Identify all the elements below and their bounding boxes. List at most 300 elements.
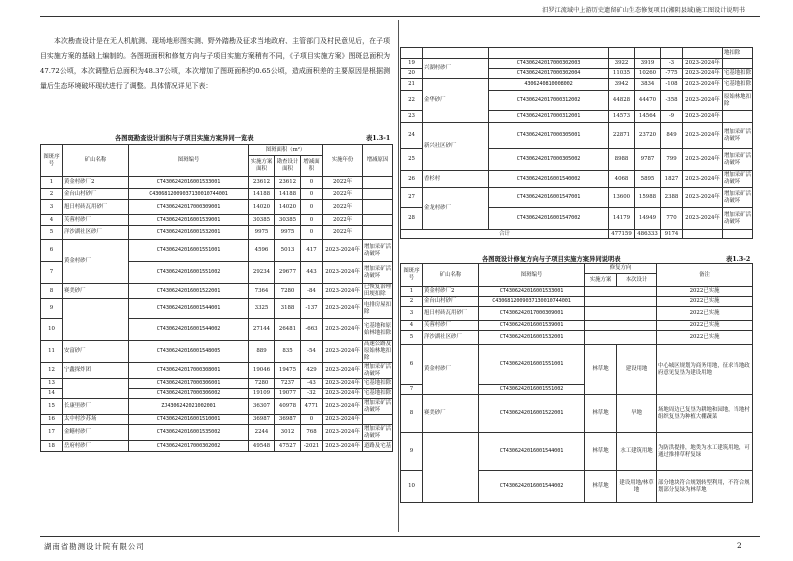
year: 2023-2024年: [323, 341, 363, 363]
mine-name: [63, 379, 129, 399]
plan-area: 3325: [249, 299, 275, 319]
row-no: 2: [401, 297, 423, 307]
area-diff: -9: [661, 111, 683, 123]
mine-name: 金华砂厂: [423, 79, 489, 123]
area-diff: 0: [301, 200, 323, 215]
patch-code: ZJ43062420210020​01: [129, 399, 249, 415]
patch-code: CT43062420170003090​01: [479, 307, 585, 321]
note: 中心城区规划为商务用地，征求当地政府意见复垦为建设用地: [657, 345, 753, 395]
plan-area: 19109: [249, 389, 275, 399]
row-no: 24: [401, 123, 423, 149]
plan-area: 23612: [249, 177, 275, 189]
footer-company: 湖南省勘测设计院有限公司: [44, 542, 145, 551]
area-diff: -43: [301, 379, 323, 389]
area-diff: -663: [301, 319, 323, 341]
row-no: 15: [41, 399, 63, 415]
table1-continued: [400, 47, 753, 239]
patch-code: CT43062420170003060​01: [129, 379, 249, 389]
survey-area: 30385: [275, 215, 301, 226]
t2-th-plan: 实施方案: [585, 274, 617, 287]
area-diff: -108: [661, 79, 683, 91]
mine-name: 岳府村砂厂: [63, 441, 129, 452]
area-diff: 2388: [661, 188, 683, 208]
design-direction: 旱地: [617, 395, 657, 433]
survey-area: 9975: [275, 226, 301, 240]
survey-area: 3188: [275, 299, 301, 319]
survey-area: 19475: [275, 363, 301, 379]
row-no: 8: [401, 395, 423, 433]
row-no: 11: [41, 341, 63, 363]
row-no: 26: [401, 171, 423, 188]
reason: 宅基地扣除: [363, 389, 393, 399]
mine-name: 金鳝村砂厂: [63, 425, 129, 441]
plan-area: 2244: [249, 425, 275, 441]
patch-code: CT43062420160015220​01: [479, 395, 585, 433]
reason: 增加采矿活动破坏: [723, 208, 753, 230]
patch-code: CT43062420170003050​01: [489, 123, 609, 149]
table-row: [41, 189, 393, 200]
reason: [723, 111, 753, 123]
plan-area: 14179: [609, 208, 635, 230]
direction-blank: [585, 297, 657, 307]
mine-name: 洋沙湖社区砂厂: [63, 226, 129, 240]
survey-area: 40978: [275, 399, 301, 415]
row-no: 6: [401, 345, 423, 385]
year: 2023-2024年: [323, 415, 363, 425]
patch-code: CT43062420160015510​02: [479, 385, 585, 395]
patch-code: CT43062420160015100​01: [129, 415, 249, 425]
row-no: 7: [401, 385, 423, 395]
area-diff: 770: [661, 208, 683, 230]
row-no: 19: [401, 59, 423, 69]
plan-area: 29234: [249, 262, 275, 284]
year: 2022年: [323, 215, 363, 226]
plan-area: 44828: [609, 91, 635, 111]
row-no: 21: [401, 79, 423, 91]
row-no: 1: [41, 177, 63, 189]
direction-blank: [585, 307, 657, 321]
survey-area: 10260: [635, 69, 661, 79]
patch-code: CT43062420160015510​02: [129, 262, 249, 284]
total-diff: 9174: [661, 230, 683, 239]
survey-area: 5895: [635, 171, 661, 188]
mine-name: 黄金村砂厂2: [63, 177, 129, 189]
area-diff: 768: [301, 425, 323, 441]
patch-code: CT43062420170003090​01: [129, 200, 249, 215]
th-mine: 矿山名称: [63, 145, 129, 177]
table-row: [41, 363, 393, 379]
row-no: 25: [401, 149, 423, 171]
row-no: 4: [401, 321, 423, 331]
patch-code: CT43062420160015330​01: [479, 287, 585, 297]
year: 2023-2024年: [323, 240, 363, 262]
table-row: [41, 415, 393, 425]
area-diff: -358: [661, 91, 683, 111]
table-row: [41, 240, 393, 262]
survey-area: 26481: [275, 319, 301, 341]
year: 2023-2024年: [683, 149, 723, 171]
patch-code: CT43062420160015440​02: [129, 319, 249, 341]
year: 2022年: [323, 226, 363, 240]
patch-code: CT43062420160015510​01: [479, 345, 585, 385]
mine-name: 新兴社区砂厂: [423, 123, 489, 171]
area-diff: 417: [301, 240, 323, 262]
plan-area: 22871: [609, 123, 635, 149]
mine-name: 宁鑫探炸团: [63, 363, 129, 379]
year: 2023-2024年: [683, 208, 723, 230]
area-diff: 0: [301, 415, 323, 425]
table-row: [41, 215, 393, 226]
year: 2023-2024年: [683, 171, 723, 188]
reason: [363, 189, 393, 200]
reason: 增加采矿活动破坏: [723, 171, 753, 188]
total-label: 合计: [401, 230, 609, 239]
plan-area: 14020: [249, 200, 275, 215]
table-row: [41, 425, 393, 441]
mine-name: 赛美砂厂: [63, 284, 129, 299]
area-diff: -2021: [301, 441, 323, 452]
patch-code: 4306240810008002: [489, 79, 609, 91]
design-direction: 建设用地: [617, 345, 657, 395]
row-no: 4: [41, 215, 63, 226]
year: 2023-2024年: [683, 79, 723, 91]
mine-name: 金龙村砂厂: [423, 188, 489, 230]
mine-name: 兴湖村砂厂: [423, 59, 489, 79]
note: 2022已实施: [657, 331, 753, 345]
plan-direction: 林草地: [585, 433, 617, 471]
table1-caption: 各图斑勘查设计面积与子项目实施方案异同一览表: [115, 135, 254, 142]
patch-code: CT43062420160015440​02: [479, 471, 585, 503]
table-row: [401, 287, 753, 297]
table1-area-comparison: [40, 144, 393, 452]
note: 部分地块符合规划转型利用，不符合规划部分复绿为林草地: [657, 471, 753, 503]
table-row: [401, 321, 753, 331]
year: 2023-2024年: [323, 441, 363, 452]
total-row: [401, 230, 753, 239]
patch-code: CT43062420160015480​05: [129, 341, 249, 363]
th-reason: 增减原因: [363, 145, 393, 177]
total-plan: 477159: [609, 230, 635, 239]
survey-area: 29677: [275, 262, 301, 284]
survey-area: 14949: [635, 208, 661, 230]
area-diff: 443: [301, 262, 323, 284]
note: 2022已实施: [657, 287, 753, 297]
reason: [363, 215, 393, 226]
document-header: 汨罗江流域中上游历史遗留矿山生态修复项目(湘阴县域)施工图设计说明书: [542, 7, 745, 14]
note: 2022已实施: [657, 321, 753, 331]
mine-name: 旭日村砖瓦用砂厂: [423, 307, 479, 321]
patch-code: CT43062420160015510​01: [129, 240, 249, 262]
note: 场地周边已复垦为耕地和园地，当地村组织复垦为种植大棚蔬菜: [657, 395, 753, 433]
reason: 原始林地扣除: [723, 91, 753, 111]
year: 2022年: [323, 177, 363, 189]
table-row: [41, 341, 393, 363]
patch-code: CT43062420170003120​02: [489, 91, 609, 111]
row-no: 8: [41, 284, 63, 299]
survey-area: 15988: [635, 188, 661, 208]
year: 2023-2024年: [683, 91, 723, 111]
note: 2022已实施: [657, 297, 753, 307]
mine-name: [63, 299, 129, 341]
survey-area: 23720: [635, 123, 661, 149]
th-area-group: 图斑面积（m²）: [249, 145, 323, 156]
mine-name: 黄金村砂厂2: [423, 287, 479, 297]
table-row: [401, 307, 753, 321]
plan-direction: 林草地: [585, 395, 617, 433]
row-no: 14: [41, 389, 63, 399]
area-diff: 799: [661, 149, 683, 171]
mine-name: 安富砂厂: [63, 341, 129, 363]
row-no: 2: [41, 189, 63, 200]
patch-code: CT43062420160015330​01: [129, 177, 249, 189]
survey-area: 23612: [275, 177, 301, 189]
reason: 增加采矿活动破坏: [723, 188, 753, 208]
reason: 增加采矿活动破坏: [364, 399, 391, 413]
year: 2023-2024年: [683, 111, 723, 123]
th-code: 图斑编号: [129, 145, 249, 177]
patch-code: CT43062420170003080​01: [129, 363, 249, 379]
area-diff: 0: [301, 177, 323, 189]
area-diff: 0: [301, 226, 323, 240]
row-no: 20: [401, 69, 423, 79]
plan-area: 19046: [249, 363, 275, 379]
reason: 增加采矿活动破坏: [723, 149, 753, 171]
t2-th-note: 备注: [657, 264, 753, 287]
plan-area: 4068: [609, 171, 635, 188]
mine-name: 太中村沙苏场: [63, 415, 129, 425]
th-survey-area: 勘查设计面积: [275, 156, 301, 177]
patch-code: CT43062420160015400​02: [489, 171, 609, 188]
mine-name: 旭日村砖瓦用砂厂: [63, 200, 129, 215]
row-no: 22: [401, 91, 423, 111]
plan-area: 14573: [609, 111, 635, 123]
t2-th-code: 图斑编号: [479, 264, 585, 287]
plan-area: 7364: [249, 284, 275, 299]
table-row: [401, 395, 753, 433]
year: 2023-2024年: [323, 399, 363, 415]
mine-name: 金台山村砂厂: [423, 297, 479, 307]
patch-code: C43068120090371300​10744001: [479, 297, 585, 307]
table2-number: 表1.3-2: [726, 256, 751, 263]
table-row: [401, 123, 753, 149]
row-no: 13: [41, 379, 63, 389]
row-no: 9: [41, 299, 63, 319]
column-divider: [398, 20, 399, 532]
area-diff: -3: [661, 59, 683, 69]
total-survey: 486333: [635, 230, 661, 239]
row-no: 10: [401, 471, 423, 503]
table-row: [41, 399, 393, 415]
reason: 宅基地扣除: [723, 69, 753, 79]
plan-area: 7280: [249, 379, 275, 389]
table-row: [41, 284, 393, 299]
year: 2023-2024年: [323, 299, 363, 319]
area-diff: 4771: [301, 399, 323, 415]
row-no: 9: [401, 433, 423, 471]
area-diff: -32: [301, 389, 323, 399]
patch-code: CT43062420160015220​01: [129, 284, 249, 299]
row-no: 10: [41, 319, 63, 341]
th-plan-area: 实施方案面积: [249, 156, 275, 177]
plan-direction: 林草地: [585, 471, 617, 503]
row-no: 1: [401, 287, 423, 297]
year: 2023-2024年: [683, 123, 723, 149]
area-diff: 429: [301, 363, 323, 379]
direction-blank: [585, 321, 657, 331]
reason: [363, 226, 393, 240]
reason: [363, 200, 393, 215]
patch-code: CT43062420160015440​01: [129, 299, 249, 319]
survey-area: 9787: [635, 149, 661, 171]
patch-code: CT43062420160015440​01: [479, 433, 585, 471]
mine-name: 黄金村砂厂: [63, 240, 129, 284]
patch-code: CT43062420160015350​02: [129, 425, 249, 441]
mine-name: 洋沙湖社区砂厂: [423, 331, 479, 345]
survey-area: 3012: [275, 425, 301, 441]
table-row: [41, 379, 393, 389]
table-row: [41, 299, 393, 319]
reason: 增加采矿活动破坏: [364, 363, 391, 377]
reason: 道路及宅基: [363, 441, 393, 452]
row-no: 17: [41, 425, 63, 441]
table1-top-reason: 地扣除: [723, 48, 753, 59]
plan-area: 4596: [249, 240, 275, 262]
patch-code: C43068120090371300​10744001: [129, 189, 249, 200]
reason: 宅基地和原始林地扣除: [363, 319, 393, 341]
plan-area: 27144: [249, 319, 275, 341]
year: 2023-2024年: [683, 188, 723, 208]
reason: 宅基地扣除: [723, 79, 753, 91]
reason: 宅基地扣除: [363, 379, 393, 389]
year: 2023-2024年: [323, 389, 363, 399]
reason: [363, 177, 393, 189]
row-no: 3: [41, 200, 63, 215]
patch-code: CT43062420160015320​01: [129, 226, 249, 240]
year: 2023-2024年: [683, 69, 723, 79]
survey-area: 36987: [275, 415, 301, 425]
survey-area: 7280: [275, 284, 301, 299]
row-no: 23: [401, 111, 423, 123]
t2-th-dir: 修复方向: [585, 264, 657, 274]
row-no: 7: [41, 262, 63, 284]
row-no: 12: [41, 363, 63, 379]
table-row: [401, 79, 753, 91]
intro-paragraph: 本次勘查设计是在无人机航测、现场地形图实测、野外踏勘及征求当地政府、主管部门及村民意见后，在子项目实施方案的基础上编制的。各图斑面积和修复方向与子项目实施方案稍有不同，《子项目实施方案》图斑总面积为47.72公顷，本次调整后总面积为48.37公顷，本次增加了图斑面积约0.65公顷，造成面积差的主要原因是根据测量后生态环境破坏现状进行了调整。具体情况详见下表：: [40, 36, 390, 90]
row-no: 5: [401, 331, 423, 345]
table-row: [41, 177, 393, 189]
row-no: 16: [41, 415, 63, 425]
plan-area: 36987: [249, 415, 275, 425]
patch-code: CT43062420160015390​01: [479, 321, 585, 331]
table-row: [401, 345, 753, 385]
reason: 高速公路及原始林地扣除: [364, 341, 391, 361]
year: 2023-2024年: [323, 284, 363, 299]
area-diff: 0: [301, 215, 323, 226]
year: 2023-2024年: [323, 425, 363, 441]
t2-th-no: 图斑序号: [401, 264, 423, 287]
table-row: [41, 200, 393, 215]
th-group-no: 图斑序号: [41, 145, 63, 177]
plan-direction: 林草地: [585, 345, 617, 395]
plan-area: 889: [249, 341, 275, 363]
mine-name: 赛美砂厂: [423, 395, 479, 433]
reason: [363, 415, 393, 425]
plan-area: 8988: [609, 149, 635, 171]
plan-area: 3922: [609, 59, 635, 69]
reason: 增加采矿活动破坏: [363, 262, 393, 284]
year: 2023-2024年: [323, 319, 363, 341]
area-diff: 849: [661, 123, 683, 149]
table-row: [401, 171, 753, 188]
table2-caption: 各图斑设计修复方向与子项目实施方案异同说明表: [482, 256, 621, 263]
t2-th-mine: 矿山名称: [423, 264, 479, 287]
mine-name: [423, 433, 479, 503]
patch-code: CT43062420170003060​02: [129, 389, 249, 399]
mine-name: 香杉村: [423, 171, 489, 188]
direction-blank: [585, 287, 657, 297]
patch-code: CT43062420170003020​02: [129, 441, 249, 452]
patch-code: CT43062420170003050​02: [489, 149, 609, 171]
t2-th-design: 本次设计: [617, 274, 657, 287]
survey-area: 14564: [635, 111, 661, 123]
survey-area: 7237: [275, 379, 301, 389]
page-number: 2: [737, 541, 742, 550]
area-diff: -84: [301, 284, 323, 299]
survey-area: 14020: [275, 200, 301, 215]
empty-cell: [723, 230, 753, 239]
mine-name: 芙蓉村砂厂: [423, 321, 479, 331]
footer-rule: [40, 536, 760, 537]
plan-area: 9975: [249, 226, 275, 240]
reason: 增加采矿活动破坏: [723, 123, 753, 149]
patch-code: CT43062420170003020​04: [489, 69, 609, 79]
survey-area: 3834: [635, 79, 661, 91]
reason: 增加采矿活动破坏: [364, 425, 391, 439]
row-no: 27: [401, 188, 423, 208]
year: 2022年: [323, 189, 363, 200]
table-row: [401, 188, 753, 208]
area-diff: -137: [301, 299, 323, 319]
year: 2023-2024年: [323, 379, 363, 389]
patch-code: CT43062420160015470​02: [489, 208, 609, 230]
row-no: 3: [401, 307, 423, 321]
patch-code: CT43062420170003120​01: [489, 111, 609, 123]
patch-code: CT43062420170003020​03: [489, 59, 609, 69]
table-row: [41, 441, 393, 452]
design-direction: 水工建筑用地: [617, 433, 657, 471]
survey-area: 47527: [275, 441, 301, 452]
row-no: 6: [41, 240, 63, 262]
table-row: [401, 331, 753, 345]
year: 2023-2024年: [683, 59, 723, 69]
th-diff: 增减面积: [301, 156, 323, 177]
year: 2023-2024年: [323, 262, 363, 284]
patch-code: CT43062420160015390​01: [129, 215, 249, 226]
header-rule: [40, 16, 760, 17]
area-diff: -54: [301, 341, 323, 363]
reason: [723, 59, 753, 69]
direction-blank: [585, 331, 657, 345]
patch-code: CT43062420160015320​01: [479, 331, 585, 345]
plan-area: 3942: [609, 79, 635, 91]
plan-area: 36307: [249, 399, 275, 415]
mine-name: 黄金村砂厂: [423, 345, 479, 395]
design-direction: 建设用地/林草地: [617, 471, 657, 503]
table-row: [401, 433, 753, 471]
survey-area: 14188: [275, 189, 301, 200]
reason: 已恢复治理田埂扣除: [364, 284, 391, 297]
note: 2022已实施: [657, 307, 753, 321]
